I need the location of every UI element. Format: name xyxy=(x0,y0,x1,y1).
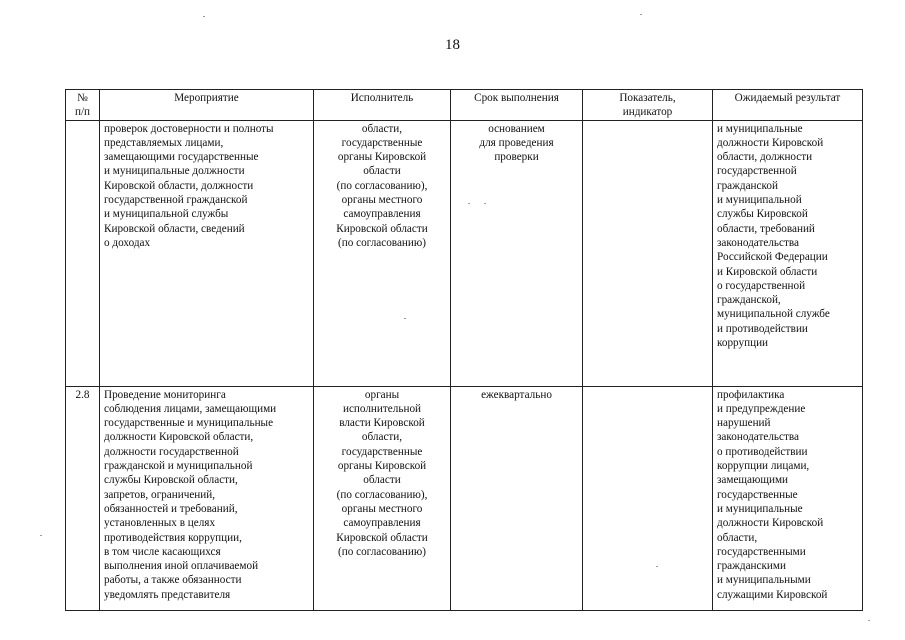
cell-result xyxy=(713,386,863,610)
executor-line: органы Кировской xyxy=(337,151,427,164)
scan-speck xyxy=(404,318,406,319)
deadline-line: для проведения xyxy=(479,136,554,149)
executor-line: области, xyxy=(361,431,403,444)
event-line: и муниципальные должности xyxy=(104,165,245,178)
table-header-row xyxy=(66,90,863,121)
event-line: должности Кировской области, xyxy=(104,431,254,444)
header-indicator: Показатель, индикатор xyxy=(583,90,713,121)
event-line: соблюдения лицами, замещающими xyxy=(104,402,277,415)
header-executor: Исполнитель xyxy=(314,90,451,121)
executor-line: области xyxy=(363,474,401,487)
event-line: службы Кировской области, xyxy=(104,474,238,487)
executor-line: исполнительной xyxy=(342,402,422,415)
event-line: в том числе касающихся xyxy=(104,545,221,558)
event-line: противодействия коррупции, xyxy=(104,531,242,544)
scan-speck xyxy=(40,535,42,536)
header-deadline: Срок выполнения xyxy=(451,90,583,121)
result-line: Российской Федерации xyxy=(717,251,828,264)
cell-executor xyxy=(314,386,451,610)
event-line: и муниципальной службы xyxy=(104,208,229,221)
result-line: и противодействии xyxy=(717,322,808,335)
event-line: Кировской области, должности xyxy=(104,179,254,192)
result-line: и предупреждение xyxy=(717,402,806,415)
cell-executor xyxy=(314,120,451,386)
executor-line: органы местного xyxy=(341,502,423,515)
scan-speck xyxy=(656,566,658,567)
result-line: замещающими xyxy=(717,474,789,487)
result-line: о государственной xyxy=(717,279,806,292)
result-line: профилактика xyxy=(717,388,785,401)
event-line: должности государственной xyxy=(104,445,239,458)
executor-line: органы xyxy=(364,388,400,401)
scan-speck xyxy=(203,16,205,17)
executor-line: Кировской области xyxy=(336,531,428,544)
event-line: обязанностей и требований, xyxy=(104,502,238,515)
measures-table xyxy=(65,89,863,611)
executor-line: области xyxy=(363,165,401,178)
result-line: гражданской, xyxy=(717,294,781,307)
cell-event xyxy=(100,120,314,386)
scan-speck xyxy=(468,203,470,204)
event-line: Кировской области, сведений xyxy=(104,222,245,235)
executor-line: власти Кировской xyxy=(339,417,425,430)
cell-event xyxy=(100,386,314,610)
event-line: Проведение мониторинга xyxy=(104,388,226,401)
executor-line: (по согласованию) xyxy=(338,545,426,558)
executor-line: (по согласованию) xyxy=(338,236,426,249)
executor-line: Кировской области xyxy=(336,222,428,235)
header-event: Мероприятие xyxy=(100,90,314,121)
result-line: муниципальной службе xyxy=(717,308,830,321)
deadline-line: основанием xyxy=(488,122,545,135)
header-number: № п/п xyxy=(66,90,100,121)
result-line: гражданскими xyxy=(717,560,786,573)
table-row xyxy=(66,386,863,610)
result-line: должности Кировской xyxy=(717,517,824,530)
event-line: представляемых лицами, xyxy=(104,136,224,149)
cell-result xyxy=(713,120,863,386)
result-line: и муниципальные xyxy=(717,502,803,515)
cell-deadline xyxy=(451,386,583,610)
executor-line: органы местного xyxy=(341,194,423,207)
result-line: службы Кировской xyxy=(717,208,808,221)
executor-line: государственные xyxy=(341,445,423,458)
cell-indicator xyxy=(583,386,713,610)
result-line: служащими Кировской xyxy=(717,588,828,601)
event-line: проверок достоверности и полноты xyxy=(104,122,274,135)
scan-speck xyxy=(640,14,642,15)
event-line: гражданской и муниципальной xyxy=(104,460,253,473)
event-line: замещающими государственные xyxy=(104,151,259,164)
executor-line: самоуправления xyxy=(343,517,421,530)
executor-line: (по согласованию), xyxy=(336,488,428,501)
result-line: гражданской xyxy=(717,179,778,192)
result-line: области, xyxy=(717,531,758,544)
result-line: и Кировской области xyxy=(717,265,818,278)
result-line: области, должности xyxy=(717,151,813,164)
executor-line: самоуправления xyxy=(343,208,421,221)
result-line: государственные xyxy=(717,488,798,501)
cell-number: 2.8 xyxy=(66,386,100,610)
result-line: государственными xyxy=(717,545,806,558)
result-line: о противодействии xyxy=(717,445,808,458)
event-line: установленных в целях xyxy=(104,517,216,530)
result-line: и муниципальными xyxy=(717,574,811,587)
scan-speck xyxy=(868,620,870,621)
cell-deadline xyxy=(451,120,583,386)
event-line: выполнения иной оплачиваемой xyxy=(104,560,259,573)
result-line: коррупции лицами, xyxy=(717,460,810,473)
result-line: области, требований xyxy=(717,222,815,235)
scan-speck xyxy=(484,203,486,204)
executor-line: (по согласованию), xyxy=(336,179,428,192)
event-line: работы, а также обязанности xyxy=(104,574,242,587)
result-line: нарушений xyxy=(717,417,771,430)
result-line: государственной xyxy=(717,165,797,178)
event-line: уведомлять представителя xyxy=(104,588,231,601)
cell-number xyxy=(66,120,100,386)
result-line: коррупции xyxy=(717,337,769,350)
executor-line: области, xyxy=(361,122,403,135)
event-line: запретов, ограничений, xyxy=(104,488,216,501)
result-line: и муниципальной xyxy=(717,194,802,207)
table-row xyxy=(66,120,863,386)
deadline-line: проверки xyxy=(494,151,539,164)
cell-indicator xyxy=(583,120,713,386)
event-line: государственной гражданской xyxy=(104,194,248,207)
executor-line: государственные xyxy=(341,136,423,149)
deadline-line: ежеквартально xyxy=(481,388,552,401)
event-line: государственные и муниципальные xyxy=(104,417,274,430)
event-line: о доходах xyxy=(104,236,151,249)
result-line: должности Кировской xyxy=(717,136,824,149)
result-line: и муниципальные xyxy=(717,122,803,135)
page-number: 18 xyxy=(445,37,460,53)
result-line: законодательства xyxy=(717,236,799,249)
result-line: законодательства xyxy=(717,431,799,444)
header-result: Ожидаемый результат xyxy=(713,90,863,121)
executor-line: органы Кировской xyxy=(337,460,427,473)
